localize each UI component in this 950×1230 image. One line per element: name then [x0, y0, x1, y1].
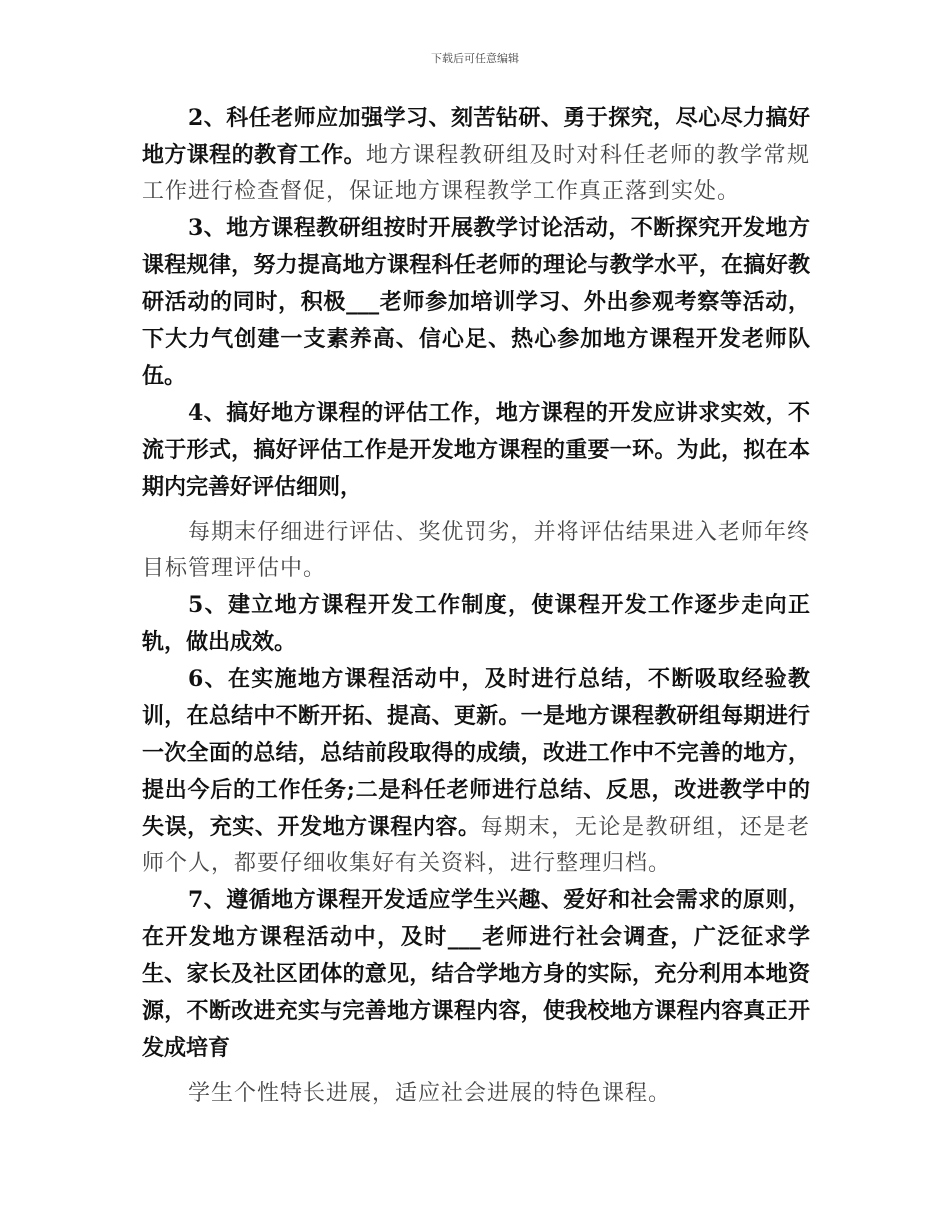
- paragraph-3-bold: 3、地方课程教研组按时开展教学讨论活动，不断探究开发地方课程规律，努力提高地方课程科任老师的理论与教学水平，在搞好教研活动的同时，积极___老师参加培训学习、外出参观考察等活动，下大力气创建一支素养高、信心足、热心参加地方课程开发老师队伍。: [142, 215, 810, 389]
- paragraph-7: [142, 882, 810, 1067]
- paragraph-4: [142, 395, 810, 506]
- paragraph-2-light: 地方课程教研组及时对科任老师的教学常规工作进行检查督促，保证地方课程教学工作真正落到实处。: [142, 143, 810, 204]
- paragraph-3: [142, 210, 810, 395]
- paragraph-4-bold: 4、搞好地方课程的评估工作，地方课程的开发应讲求实效，不流于形式，搞好评估工作是开发地方课程的重要一环。为此，拟在本期内完善好评估细则，: [142, 400, 810, 500]
- paragraph-6-light: 每期末，无论是教研组，还是老师个人，都要仔细收集好有关资料，进行整理归档。: [142, 815, 810, 876]
- paragraph-4-continued-light: 每期末仔细进行评估、奖优罚劣，并将评估结果进入老师年终目标管理评估中。: [142, 520, 810, 581]
- document-body: [142, 100, 810, 1112]
- paragraph-2: [142, 100, 810, 210]
- paragraph-6-bold: 6、在实施地方课程活动中，及时进行总结，不断吸取经验教训，在总结中不断开拓、提高、更新。一是地方课程教研组每期进行一次全面的总结，总结前段取得的成绩，改进工作中不完善的地方，提出今后的工作任务;二是科任老师进行总结、反思，改进教学中的失误，充实、开发地方课程内容。: [142, 666, 810, 840]
- paragraph-7-continued-light: 学生个性特长进展，适应社会进展的特色课程。: [188, 1081, 672, 1106]
- page-header: 下载后可任意编辑: [431, 52, 519, 65]
- paragraph-6: [142, 661, 810, 882]
- paragraph-2-bold: 2、科任老师应加强学习、刻苦钻研、勇于探究，尽心尽力搞好地方课程的教育工作。: [142, 105, 810, 168]
- paragraph-5: [142, 587, 810, 661]
- paragraph-7-continued: [142, 1076, 810, 1112]
- paragraph-4-continued: [142, 515, 810, 587]
- paragraph-5-bold: 5、建立地方课程开发工作制度，使课程开发工作逐步走向正轨，做出成效。: [142, 592, 810, 655]
- paragraph-7-bold: 7、遵循地方课程开发适应学生兴趣、爱好和社会需求的原则，在开发地方课程活动中，及时___老师进行社会调查，广泛征求学生、家长及社区团体的意见，结合学地方身的实际，充分利用本地资源，不断改进充实与完善地方课程内容，使我校地方课程内容真正开发成培育: [142, 887, 810, 1061]
